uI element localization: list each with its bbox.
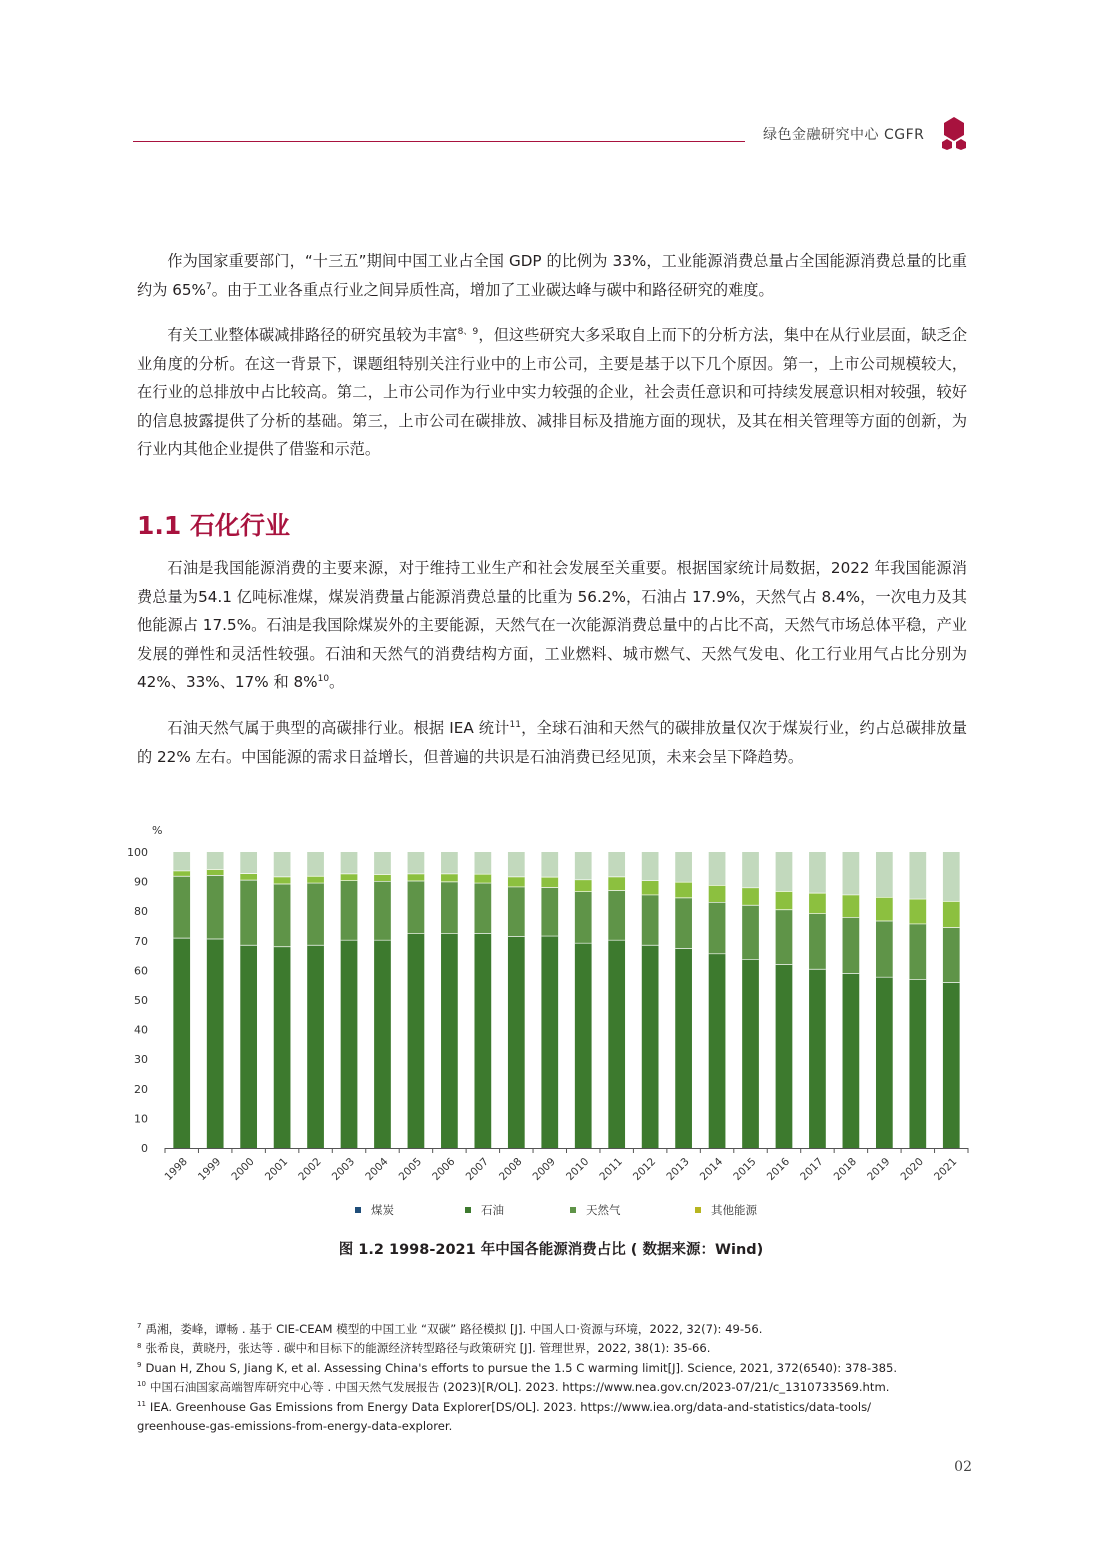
y-tick-label: 80: [134, 905, 148, 919]
legend-swatch: [570, 1207, 576, 1213]
bar-segment-天然气: [541, 877, 558, 887]
footnote-ref: 7: [205, 281, 212, 292]
bar-segment-石油: [374, 881, 391, 940]
bar-segment-其他能源: [374, 852, 391, 875]
paragraph-2: 有关工业整体碳减排路径的研究虽较为丰富$^{8、9}$，但这些研究大多采取自上而下的分析方法，集中在从行业层面，缺乏企业角度的分析。在这一背景下，课题组特别关注行业中的上市公司，主要是基于以下几个原因。第一，上市公司规模较大，在行业的总排放中占比较高。第二，上市公司作为行业中实力较强的企业，社会责任意识和可持续发展意识相对较强，较好的信息披露提供了分析的基础。第三，上市公司在碳排放、减排目标及措施方面的现状，及其在相关管理等方面的创新，为行业内其他企业提供了借鉴和示范。: [137, 326, 968, 459]
page-number: 02: [954, 1459, 972, 1475]
bar-segment-石油: [709, 902, 726, 954]
x-tick-label: 2004: [363, 1155, 391, 1184]
y-tick-label: 70: [134, 934, 148, 948]
bar-segment-煤炭: [575, 943, 592, 1148]
y-tick-label: 30: [134, 1053, 148, 1067]
x-tick-label: 2019: [865, 1155, 893, 1184]
y-tick-label: 50: [134, 994, 148, 1007]
bar-segment-其他能源: [575, 852, 592, 880]
bar-segment-其他能源: [173, 852, 190, 871]
x-tick-label: 2006: [430, 1155, 458, 1184]
legend-label: 煤炭: [371, 1203, 394, 1217]
bar-segment-石油: [608, 890, 625, 940]
y-tick-label: 60: [134, 964, 148, 978]
bar-segment-煤炭: [541, 936, 558, 1148]
bar-segment-煤炭: [943, 983, 960, 1148]
bar-segment-石油: [909, 924, 926, 980]
bar-segment-煤炭: [274, 947, 291, 1148]
bar-segment-天然气: [240, 874, 257, 881]
bar-segment-煤炭: [809, 969, 826, 1148]
bar-segment-其他能源: [341, 852, 358, 874]
bar-segment-天然气: [675, 882, 692, 898]
header-title: 绿色金融研究中心 CGFR: [763, 127, 925, 143]
bar-segment-石油: [575, 892, 592, 944]
bar-segment-煤炭: [642, 945, 659, 1148]
bar-segment-石油: [943, 927, 960, 982]
x-tick-label: 2008: [497, 1155, 525, 1184]
bar-segment-其他能源: [474, 852, 491, 874]
paragraph-4: 石油天然气属于典型的高碳排行业。根据 IEA 统计$^{11}$，全球石油和天然气的碳排放量仅次于煤炭行业，约占总碳排放量的 22% 左右。中国能源的需求日益增长，但普遍的共识是石油消费已经见顶，未来会呈下降趋势。: [137, 719, 968, 766]
bar-segment-其他能源: [207, 852, 224, 869]
bar-segment-其他能源: [408, 852, 425, 874]
legend-label: 石油: [481, 1203, 504, 1217]
bar-segment-石油: [675, 898, 692, 949]
bar-segment-其他能源: [675, 852, 692, 882]
bar-segment-天然气: [642, 881, 659, 895]
bar-segment-煤炭: [709, 954, 726, 1148]
legend-swatch: [695, 1207, 701, 1213]
y-tick-label: 100: [127, 846, 148, 859]
bar-segment-煤炭: [909, 980, 926, 1148]
bar-segment-石油: [441, 882, 458, 934]
x-tick-label: 2013: [664, 1155, 692, 1184]
bar-segment-其他能源: [508, 852, 525, 877]
footnote-10: $^{10}$ 中国石油国家高端智库研究中心等 . 中国天然气发展报告 (2023)[R/OL]. 2023. https://www.nea.gov.cn/2023-07/21/c_1310733569.htm.: [137, 1380, 890, 1395]
bar-segment-其他能源: [240, 852, 257, 874]
bar-segment-石油: [408, 881, 425, 934]
x-tick-label: 2014: [697, 1155, 726, 1184]
bar-segment-其他能源: [709, 852, 726, 885]
bar-segment-石油: [642, 895, 659, 945]
bar-segment-石油: [843, 917, 860, 973]
bar-segment-天然气: [843, 895, 860, 918]
y-unit-label: %: [152, 824, 163, 837]
y-tick-label: 10: [134, 1112, 148, 1126]
x-tick-label: 2003: [329, 1155, 358, 1184]
x-tick-label: 2018: [831, 1155, 860, 1184]
bar-segment-天然气: [508, 877, 525, 887]
bar-segment-其他能源: [776, 852, 793, 891]
cgfr-logo-icon: [940, 116, 968, 150]
bar-segment-煤炭: [240, 945, 257, 1148]
y-tick-label: 40: [134, 1023, 148, 1037]
bar-segment-煤炭: [608, 940, 625, 1148]
bar-segment-煤炭: [843, 973, 860, 1148]
legend-label: 其他能源: [711, 1203, 757, 1217]
x-tick-label: 2002: [296, 1155, 324, 1184]
bar-segment-石油: [742, 905, 759, 959]
bar-segment-石油: [173, 876, 190, 938]
bar-segment-其他能源: [843, 852, 860, 895]
bar-segment-石油: [474, 883, 491, 933]
bar-segment-天然气: [943, 901, 960, 927]
footnote-11: $^{11}$ IEA. Greenhouse Gas Emissions from Energy Data Explorer[DS/OL]. 2023. https://www.iea.org/data-and-statistics/data-tools/: [137, 1399, 872, 1414]
bar-segment-煤炭: [876, 977, 893, 1148]
section-title: 1.1 石化行业: [137, 511, 290, 540]
bar-segment-其他能源: [909, 852, 926, 899]
bar-segment-煤炭: [341, 940, 358, 1148]
footnote-ref: 8、9: [457, 326, 479, 337]
bar-segment-煤炭: [508, 936, 525, 1148]
bar-segment-天然气: [776, 891, 793, 909]
x-tick-label: 2012: [630, 1155, 659, 1184]
paragraph-1: 作为国家重要部门，“十三五”期间中国工业占全国 GDP 的比例为 33%，工业能源消费总量占全国能源消费总量的比重约为 65%$^7$。由于工业各重点行业之间异质性高，增加了工业碳达峰与碳中和路径研究的难度。: [137, 252, 967, 299]
bar-segment-煤炭: [173, 938, 190, 1148]
bar-segment-其他能源: [441, 852, 458, 874]
bar-segment-天然气: [742, 888, 759, 905]
footnote-7: $^7$ 禹湘，娄峰，谭畅 . 基于 CIE-CEAM 模型的中国工业 “双碳” 路径模拟 [J]. 中国人口·资源与环境，2022, 32(7): 49-56.: [137, 1322, 763, 1336]
bar-segment-石油: [341, 881, 358, 941]
bar-segment-天然气: [608, 877, 625, 891]
x-tick-label: 2015: [731, 1155, 759, 1184]
bar-segment-天然气: [307, 876, 324, 883]
y-tick-label: 20: [134, 1082, 148, 1096]
footnote-ref: 11: [509, 719, 521, 730]
paragraph-3: 石油是我国能源消费的主要来源，对于维持工业生产和社会发展至关重要。根据国家统计局数据，2022 年我国能源消费总量为54.1 亿吨标准煤，煤炭消费量占能源消费总量的比重为 56.2%，石油占 17.9%，天然气占 8.4%，一次电力及其他能源占 17.5%。石油是我国除煤炭外的主要能源，天然气在一次能源消费总量中的占比不高，天然气市场总体平稳，产业发展的弹性和灵活性较强。石油和天然气的消费结构方面，工业燃料、城市燃气、天然气发电、化工行业用气占比分别为 42%、33%、17% 和 8%$^{10}$。: [137, 559, 967, 692]
legend-swatch: [465, 1207, 471, 1213]
bar-segment-其他能源: [876, 852, 893, 897]
bar-segment-煤炭: [675, 949, 692, 1149]
x-tick-label: 2000: [229, 1155, 257, 1184]
bar-segment-石油: [207, 875, 224, 939]
x-tick-label: 2005: [396, 1155, 425, 1184]
energy-share-chart: [120, 818, 990, 1228]
bar-segment-石油: [274, 884, 291, 947]
footnotes: [137, 1320, 969, 1436]
bar-segment-煤炭: [742, 959, 759, 1148]
bar-segment-煤炭: [408, 934, 425, 1148]
bar-segment-其他能源: [608, 852, 625, 877]
x-tick-label: 2017: [798, 1155, 826, 1184]
bar-segment-其他能源: [742, 852, 759, 888]
footnote-8: $^8$ 张希良，黄晓丹，张达等 . 碳中和目标下的能源经济转型路径与政策研究 [J]. 管理世界，2022, 38(1): 35-66.: [137, 1341, 711, 1356]
bar-segment-天然气: [341, 874, 358, 881]
bar-segment-其他能源: [541, 852, 558, 877]
bar-segment-其他能源: [943, 852, 960, 901]
bar-segment-天然气: [909, 899, 926, 924]
bar-segment-石油: [508, 887, 525, 936]
bar-segment-煤炭: [207, 939, 224, 1148]
bar-segment-天然气: [173, 871, 190, 876]
bar-segment-天然气: [274, 877, 291, 884]
x-tick-label: 2016: [764, 1155, 793, 1184]
x-tick-label: 2020: [898, 1155, 926, 1184]
bar-segment-天然气: [876, 897, 893, 921]
bar-segment-其他能源: [307, 852, 324, 876]
bar-segment-其他能源: [274, 852, 291, 877]
bar-segment-煤炭: [441, 934, 458, 1148]
bar-segment-天然气: [408, 874, 425, 881]
bar-segment-天然气: [474, 874, 491, 883]
bar-segment-天然气: [575, 880, 592, 892]
bar-segment-其他能源: [642, 852, 659, 881]
footnote-11-cont: greenhouse-gas-emissions-from-energy-data-explorer.: [137, 1419, 453, 1434]
bar-segment-石油: [541, 888, 558, 937]
bar-segment-天然气: [709, 885, 726, 902]
bar-segment-天然气: [374, 875, 391, 882]
x-tick-label: 1999: [195, 1155, 224, 1184]
x-tick-label: 2009: [530, 1155, 558, 1184]
bar-segment-石油: [876, 921, 893, 977]
x-tick-label: 2001: [262, 1155, 291, 1184]
x-tick-label: 2007: [463, 1155, 491, 1184]
bar-segment-煤炭: [374, 940, 391, 1148]
header-rule: [133, 141, 745, 142]
legend-swatch: [355, 1207, 361, 1213]
x-tick-label: 2010: [563, 1155, 592, 1184]
footnote-ref: 10: [317, 674, 330, 685]
x-tick-label: 2021: [932, 1155, 960, 1184]
bar-segment-煤炭: [307, 945, 324, 1148]
legend-label: 天然气: [586, 1203, 621, 1217]
bar-segment-石油: [307, 883, 324, 945]
bar-segment-煤炭: [474, 933, 491, 1148]
bar-segment-煤炭: [776, 964, 793, 1148]
bar-segment-其他能源: [809, 852, 826, 893]
x-tick-label: 1998: [162, 1155, 190, 1184]
bar-segment-天然气: [441, 874, 458, 882]
bar-segment-石油: [240, 880, 257, 945]
figure-caption: 图 1.2 1998-2021 年中国各能源消费占比 ( 数据来源：Wind): [338, 1242, 764, 1258]
x-tick-label: 2011: [597, 1155, 625, 1184]
bar-segment-天然气: [207, 869, 224, 875]
bar-segment-石油: [776, 910, 793, 965]
y-tick-label: 90: [134, 875, 148, 889]
bar-segment-石油: [809, 914, 826, 970]
footnote-9: $^9$ Duan H, Zhou S, Jiang K, et al. Assessing China's efforts to pursue the 1.5 C warming limit[J]. Science, 2021, 372(6540): 378-385.: [137, 1360, 898, 1375]
bar-segment-天然气: [809, 893, 826, 913]
y-tick-label: 0: [141, 1142, 148, 1155]
